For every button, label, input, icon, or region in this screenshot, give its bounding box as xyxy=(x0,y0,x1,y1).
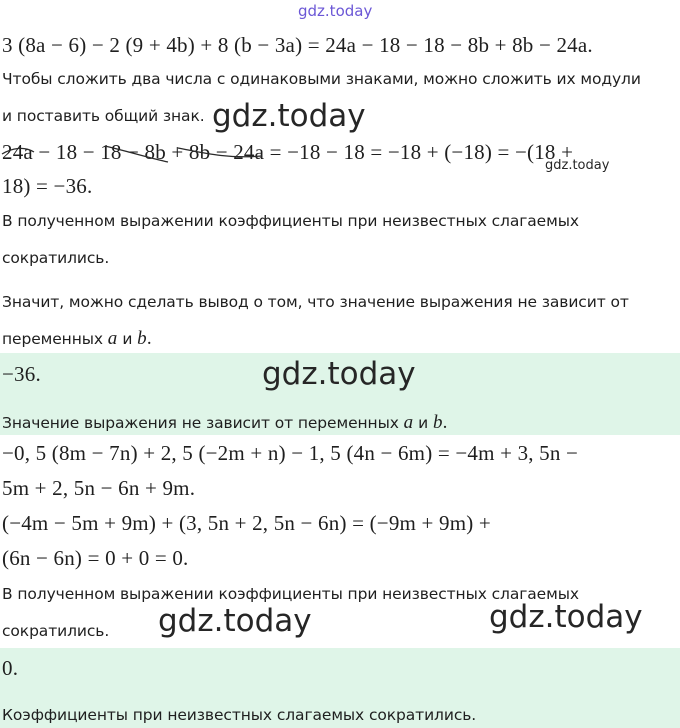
answer-variable-b: b xyxy=(432,412,443,433)
answer-1-note xyxy=(2,412,448,434)
answer-period: . xyxy=(442,412,448,433)
answer-conjunction: и xyxy=(418,414,429,432)
p2-equation-1-line-2: 5m + 2, 5n − 6n + 9m. xyxy=(2,476,196,500)
p2-equation-2-line-1: (−4m − 5m + 9m) + (3, 5n + 2, 5n − 6n) = (−9m + 9m) + xyxy=(2,511,491,535)
answer-2-note: Коэффициенты при неизвестных слагаемых сократились. xyxy=(2,706,477,724)
watermark-large: gdz.today xyxy=(212,98,366,134)
conjunction: и xyxy=(122,330,133,348)
rule-line-2: и поставить общий знак. xyxy=(2,107,205,125)
rule-line-1: Чтобы сложить два числа с одинаковыми знаками, можно сложить их модули xyxy=(2,70,641,88)
conclusion-line-2 xyxy=(2,328,152,350)
period: . xyxy=(146,328,152,349)
p2-equation-2-line-2: (6n − 6n) = 0 + 0 = 0. xyxy=(2,546,189,570)
equation-2-line-1: 24a − 18 − 18 − 8b + 8b − 24a = −18 − 18 = −18 + (−18) = −(18 + xyxy=(2,140,574,164)
answer-variable-a: a xyxy=(403,412,414,433)
conclusion-line-1: Значит, можно сделать вывод о том, что значение выражения не зависит от xyxy=(2,293,629,311)
variable-a: a xyxy=(107,328,118,349)
p2-note-line-1: В полученном выражении коэффициенты при неизвестных слагаемых xyxy=(2,585,579,603)
answer-1: −36. xyxy=(2,362,41,386)
watermark-answer: gdz.today xyxy=(262,356,416,392)
answer-2: 0. xyxy=(2,656,19,680)
answer-note-prefix: Значение выражения не зависит от переменных xyxy=(2,414,399,432)
note-1-line-2: сократились. xyxy=(2,249,110,267)
p2-note-line-2: сократились. xyxy=(2,622,110,640)
equation-1: 3 (8a − 6) − 2 (9 + 4b) + 8 (b − 3a) = 24a − 18 − 18 − 8b + 8b − 24a. xyxy=(2,33,593,57)
watermark-top: gdz.today xyxy=(298,2,373,20)
cancel-strikes xyxy=(0,134,680,174)
equation-2-line-2: 18) = −36. xyxy=(2,174,93,198)
variable-b: b xyxy=(137,328,147,349)
p2-equation-1-line-1: −0, 5 (8m − 7n) + 2, 5 (−2m + n) − 1, 5 (4n − 6m) = −4m + 3, 5n − xyxy=(2,441,579,465)
note-1-line-1: В полученном выражении коэффициенты при неизвестных слагаемых xyxy=(2,212,579,230)
watermark-bottom-right: gdz.today xyxy=(489,599,643,635)
watermark-small: gdz.today xyxy=(545,158,610,173)
watermark-bottom-left: gdz.today xyxy=(158,603,312,639)
conclusion-prefix: переменных xyxy=(2,330,103,348)
